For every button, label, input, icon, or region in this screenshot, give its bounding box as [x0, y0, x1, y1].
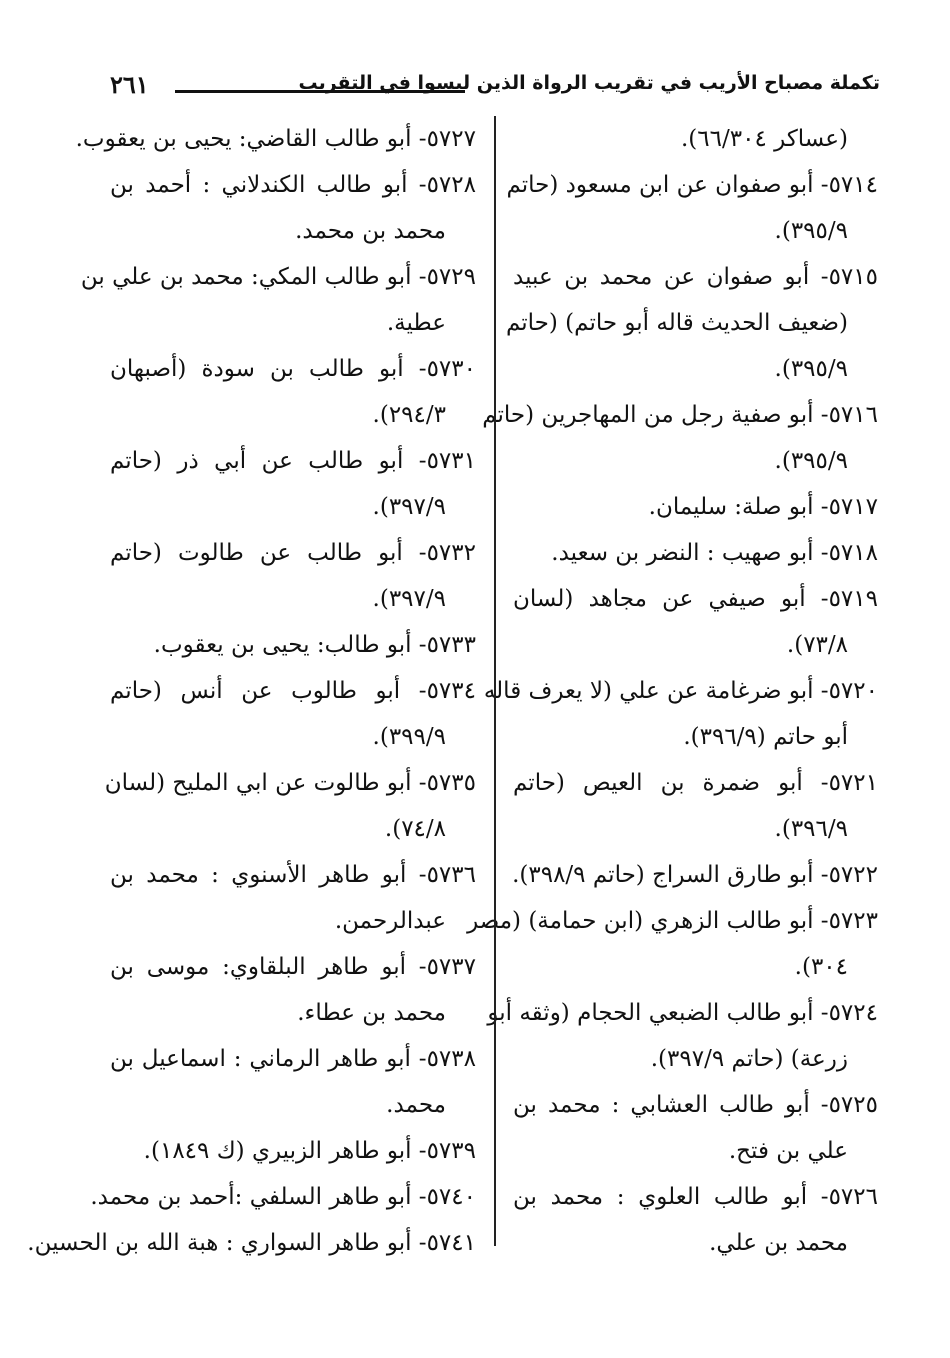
biography-entry	[75, 116, 476, 162]
entry-line: ٣٠٤).	[794, 954, 848, 980]
entry-line: ٥٧٢١- أبو ضمرة بن العيص (حاتم	[513, 770, 878, 796]
biography-entry	[513, 530, 878, 576]
entry-line: ٥٧٣٧- أبو طاهر البلقاوي: موسى بن	[110, 954, 476, 980]
biography-entry	[110, 1036, 476, 1128]
biography-entry	[487, 990, 878, 1082]
entry-line: (ضعيف الحديث قاله أبو حاتم) (حاتم	[505, 310, 848, 336]
biography-entry	[110, 668, 476, 760]
entry-line: ٢٩٤/٣).	[372, 402, 446, 428]
entry-line: محمد بن عطاء.	[297, 1000, 446, 1026]
entry-line: ٣٩٧/٩).	[372, 494, 446, 520]
entry-line: علي بن فتح.	[728, 1138, 848, 1164]
column-divider	[494, 116, 496, 1246]
biography-entry	[27, 1220, 476, 1266]
entry-line: ٣٩٥/٩).	[774, 218, 848, 244]
entry-line: ٥٧٤٠- أبو طاهر السلفي :أحمد بن محمد.	[90, 1184, 476, 1210]
entry-line: ٥٧٣٣- أبو طالب: يحيى بن يعقوب.	[153, 632, 476, 658]
biography-entry	[110, 346, 476, 438]
entry-line: ٥٧٣١- أبو طالب عن أبي ذر (حاتم	[110, 448, 476, 474]
biography-entry	[513, 116, 878, 162]
biography-entry	[506, 162, 878, 254]
entry-line: ٥٧٣٥- أبو طالوت عن ابي المليح (لسان	[104, 770, 476, 796]
biography-entry	[80, 254, 476, 346]
entry-line: ٥٧٢٩- أبو طالب المكي: محمد بن علي بن	[80, 264, 476, 290]
biography-entry	[110, 622, 476, 668]
biography-entry	[513, 852, 878, 898]
entry-line: ٥٧٢٦- أبو طالب العلوي : محمد بن	[513, 1184, 878, 1210]
biography-entry	[110, 852, 476, 944]
entry-line: ٣٩٥/٩).	[774, 448, 848, 474]
entry-line: ٣٩٩/٩).	[372, 724, 446, 750]
entry-line: ٥٧١٧- أبو صلة: سليمان.	[648, 494, 878, 520]
entry-line: محمد بن محمد.	[295, 218, 446, 244]
entry-line: ٥٧١٩- أبو صيفي عن مجاهد (لسان	[513, 586, 878, 612]
biography-entry	[513, 576, 878, 668]
page-number: ٢٦١	[110, 70, 149, 99]
entry-line: ٥٧٣٨- أبو طاهر الرماني : اسماعيل بن	[110, 1046, 476, 1072]
entry-line: ٧٤/٨).	[384, 816, 446, 842]
entry-line: ٥٧١٦- أبو صفية رجل من المهاجرين (حاتم	[482, 402, 878, 428]
biography-entry	[513, 1082, 878, 1174]
biography-entry	[513, 1174, 878, 1266]
biography-entry	[104, 760, 476, 852]
right-column	[467, 116, 878, 1266]
biography-entry	[110, 530, 476, 622]
entry-line: ٧٣/٨).	[786, 632, 848, 658]
entry-line: محمد بن علي.	[709, 1230, 848, 1256]
entry-line: ٥٧٢٣- أبو طالب الزهري (ابن حمامة) (مصر	[467, 908, 878, 934]
entry-line: ٥٧٣٢- أبو طالب عن طالوت (حاتم	[110, 540, 476, 566]
entry-line: ٥٧٣٩- أبو طاهر الزبيري (ك ١٨٤٩).	[143, 1138, 476, 1164]
entry-line: محمد.	[386, 1092, 446, 1118]
entry-line: ٥٧١٥- أبو صفوان عن محمد بن عبيد	[513, 264, 878, 290]
entry-line: ٥٧٢٠- أبو ضرغامة عن علي (لا يعرف قاله	[483, 678, 878, 704]
header-rule	[175, 90, 465, 93]
entry-line: ٥٧٣٦- أبو طاهر الأسنوي : محمد بن	[110, 862, 476, 888]
entry-line: ٥٧٣٤- أبو طالوب عن أنس (حاتم	[110, 678, 476, 704]
biography-entry	[90, 1174, 476, 1220]
biography-entry	[110, 1128, 476, 1174]
biography-entry	[483, 668, 878, 760]
entry-line: ٥٧٢٨- أبو طالب الكندلاني : أحمد بن	[110, 172, 476, 198]
entry-line: ٣٩٧/٩).	[372, 586, 446, 612]
entry-line: ٥٧٣٠- أبو طالب بن سودة (أصبهان	[110, 356, 476, 382]
biography-entry	[505, 254, 878, 392]
entry-line: ٣٩٥/٩).	[774, 356, 848, 382]
entry-line: عطية.	[386, 310, 446, 336]
entry-line: ٥٧٢٢- أبو طارق السراج (حاتم ٣٩٨/٩).	[512, 862, 878, 888]
entry-line: ٥٧١٤- أبو صفوان عن ابن مسعود (حاتم	[506, 172, 878, 198]
running-title: تكملة مصباح الأريب في تقريب الرواة الذين ليسوا في التقريب	[298, 72, 880, 94]
left-column	[27, 116, 476, 1266]
entry-line: أبو حاتم (٣٩٦/٩).	[683, 724, 848, 750]
entry-line: ٥٧٢٧- أبو طالب القاضي: يحيى بن يعقوب.	[75, 126, 476, 152]
entry-line: ٣٩٦/٩).	[774, 816, 848, 842]
biography-entry	[482, 392, 878, 484]
entry-line: ٥٧٢٥- أبو طالب العشابي : محمد بن	[513, 1092, 878, 1118]
biography-entry	[110, 162, 476, 254]
entry-line: ٥٧١٨- أبو صهيب : النضر بن سعيد.	[551, 540, 878, 566]
biography-entry	[110, 944, 476, 1036]
biography-entry	[110, 438, 476, 530]
biography-entry	[467, 898, 878, 990]
entry-line: ٥٧٤١- أبو طاهر السواري : هبة الله بن الحسين.	[27, 1230, 476, 1256]
biography-entry	[513, 760, 878, 852]
page-header	[100, 66, 880, 110]
entry-line: ٥٧٢٤- أبو طالب الضبعي الحجام (وثقه أبو	[487, 1000, 878, 1026]
entry-line: عبدالرحمن.	[334, 908, 446, 934]
biography-entry	[513, 484, 878, 530]
entry-line: (عساكر ٦٦/٣٠٤).	[680, 126, 848, 152]
entry-line: زرعة) (حاتم ٣٩٧/٩).	[650, 1046, 848, 1072]
